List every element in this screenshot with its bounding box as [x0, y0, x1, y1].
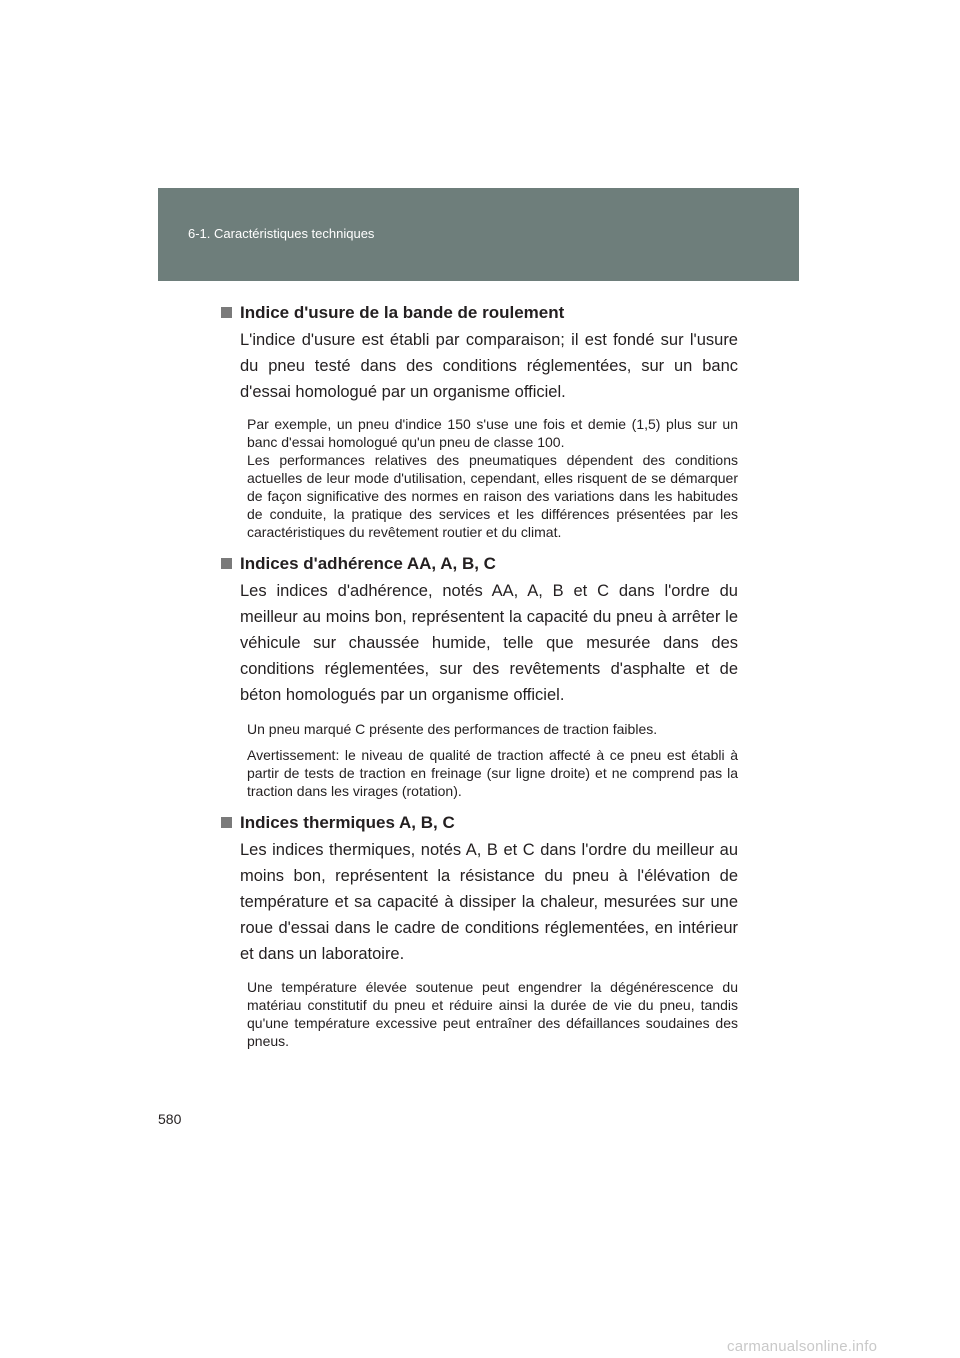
section-heading-text: Indices thermiques A, B, C: [240, 813, 455, 832]
square-bullet-icon: [221, 817, 232, 828]
chapter-title: 6-1. Caractéristiques techniques: [188, 226, 375, 241]
watermark: carmanualsonline.info: [727, 1338, 878, 1355]
section-traction: [221, 553, 738, 800]
section-temperature: [221, 812, 738, 1050]
square-bullet-icon: [221, 558, 232, 569]
section-body: Les indices thermiques, notés A, B et C dans l'ordre du meilleur au moins bon, représentent la résistance du pneu à l'élévation de température et sa capacité à dissiper la chaleur, mesurées sur une roue d'essai dans le cadre de conditions réglementées, en intérieur et dans un laboratoire.: [240, 841, 738, 963]
chapter-header-bar: [158, 188, 799, 281]
section-heading: [221, 553, 738, 575]
section-note: Une température élevée soutenue peut engendrer la dégénérescence du matériau constitutif du pneu et réduire ainsi la durée de vie du pneu, tandis qu'une température excessive peut entraîner des défaillances soudaines des pneus.: [247, 979, 738, 1049]
page-number: 580: [158, 1111, 182, 1127]
section-heading: [221, 812, 738, 834]
section-note: Un pneu marqué C présente des performances de traction faibles.: [247, 721, 658, 737]
section-body: L'indice d'usure est établi par comparaison; il est fondé sur l'usure du pneu testé dans des conditions réglementées, sur un banc d'essai homologué par un organisme officiel.: [240, 331, 738, 401]
section-note: Avertissement: le niveau de qualité de traction affecté à ce pneu est établi à partir de tests de traction en freinage (sur ligne droite) et ne comprend pas la traction dans les virages (rotation).: [247, 747, 738, 799]
section-heading-text: Indices d'adhérence AA, A, B, C: [240, 554, 496, 573]
section-heading-text: Indice d'usure de la bande de roulement: [240, 303, 565, 322]
section-note: Les performances relatives des pneumatiques dépendent des conditions actuelles de leur mode d'utilisation, cependant, elles risquent de se démarquer de façon significative des normes en raison des variations dans les habitudes de conduite, la pratique des services et les différences présentées par les caractéristiques du revêtement routier et du climat.: [247, 452, 738, 540]
section-heading: [221, 302, 738, 324]
section-note: Par exemple, un pneu d'indice 150 s'use une fois et demie (1,5) plus sur un banc d'essai homologué qu'un pneu de classe 100.: [247, 416, 738, 450]
square-bullet-icon: [221, 307, 232, 318]
page-content: [221, 302, 738, 1050]
section-body: Les indices d'adhérence, notés AA, A, B et C dans l'ordre du meilleur au moins bon, représentent la capacité du pneu à arrêter le véhicule sur chaussée humide, telle que mesurée dans des conditions réglementées, sur des revêtements d'asphalte et de béton homologués par un organisme officiel.: [240, 582, 738, 704]
section-tread-wear: [221, 302, 738, 541]
